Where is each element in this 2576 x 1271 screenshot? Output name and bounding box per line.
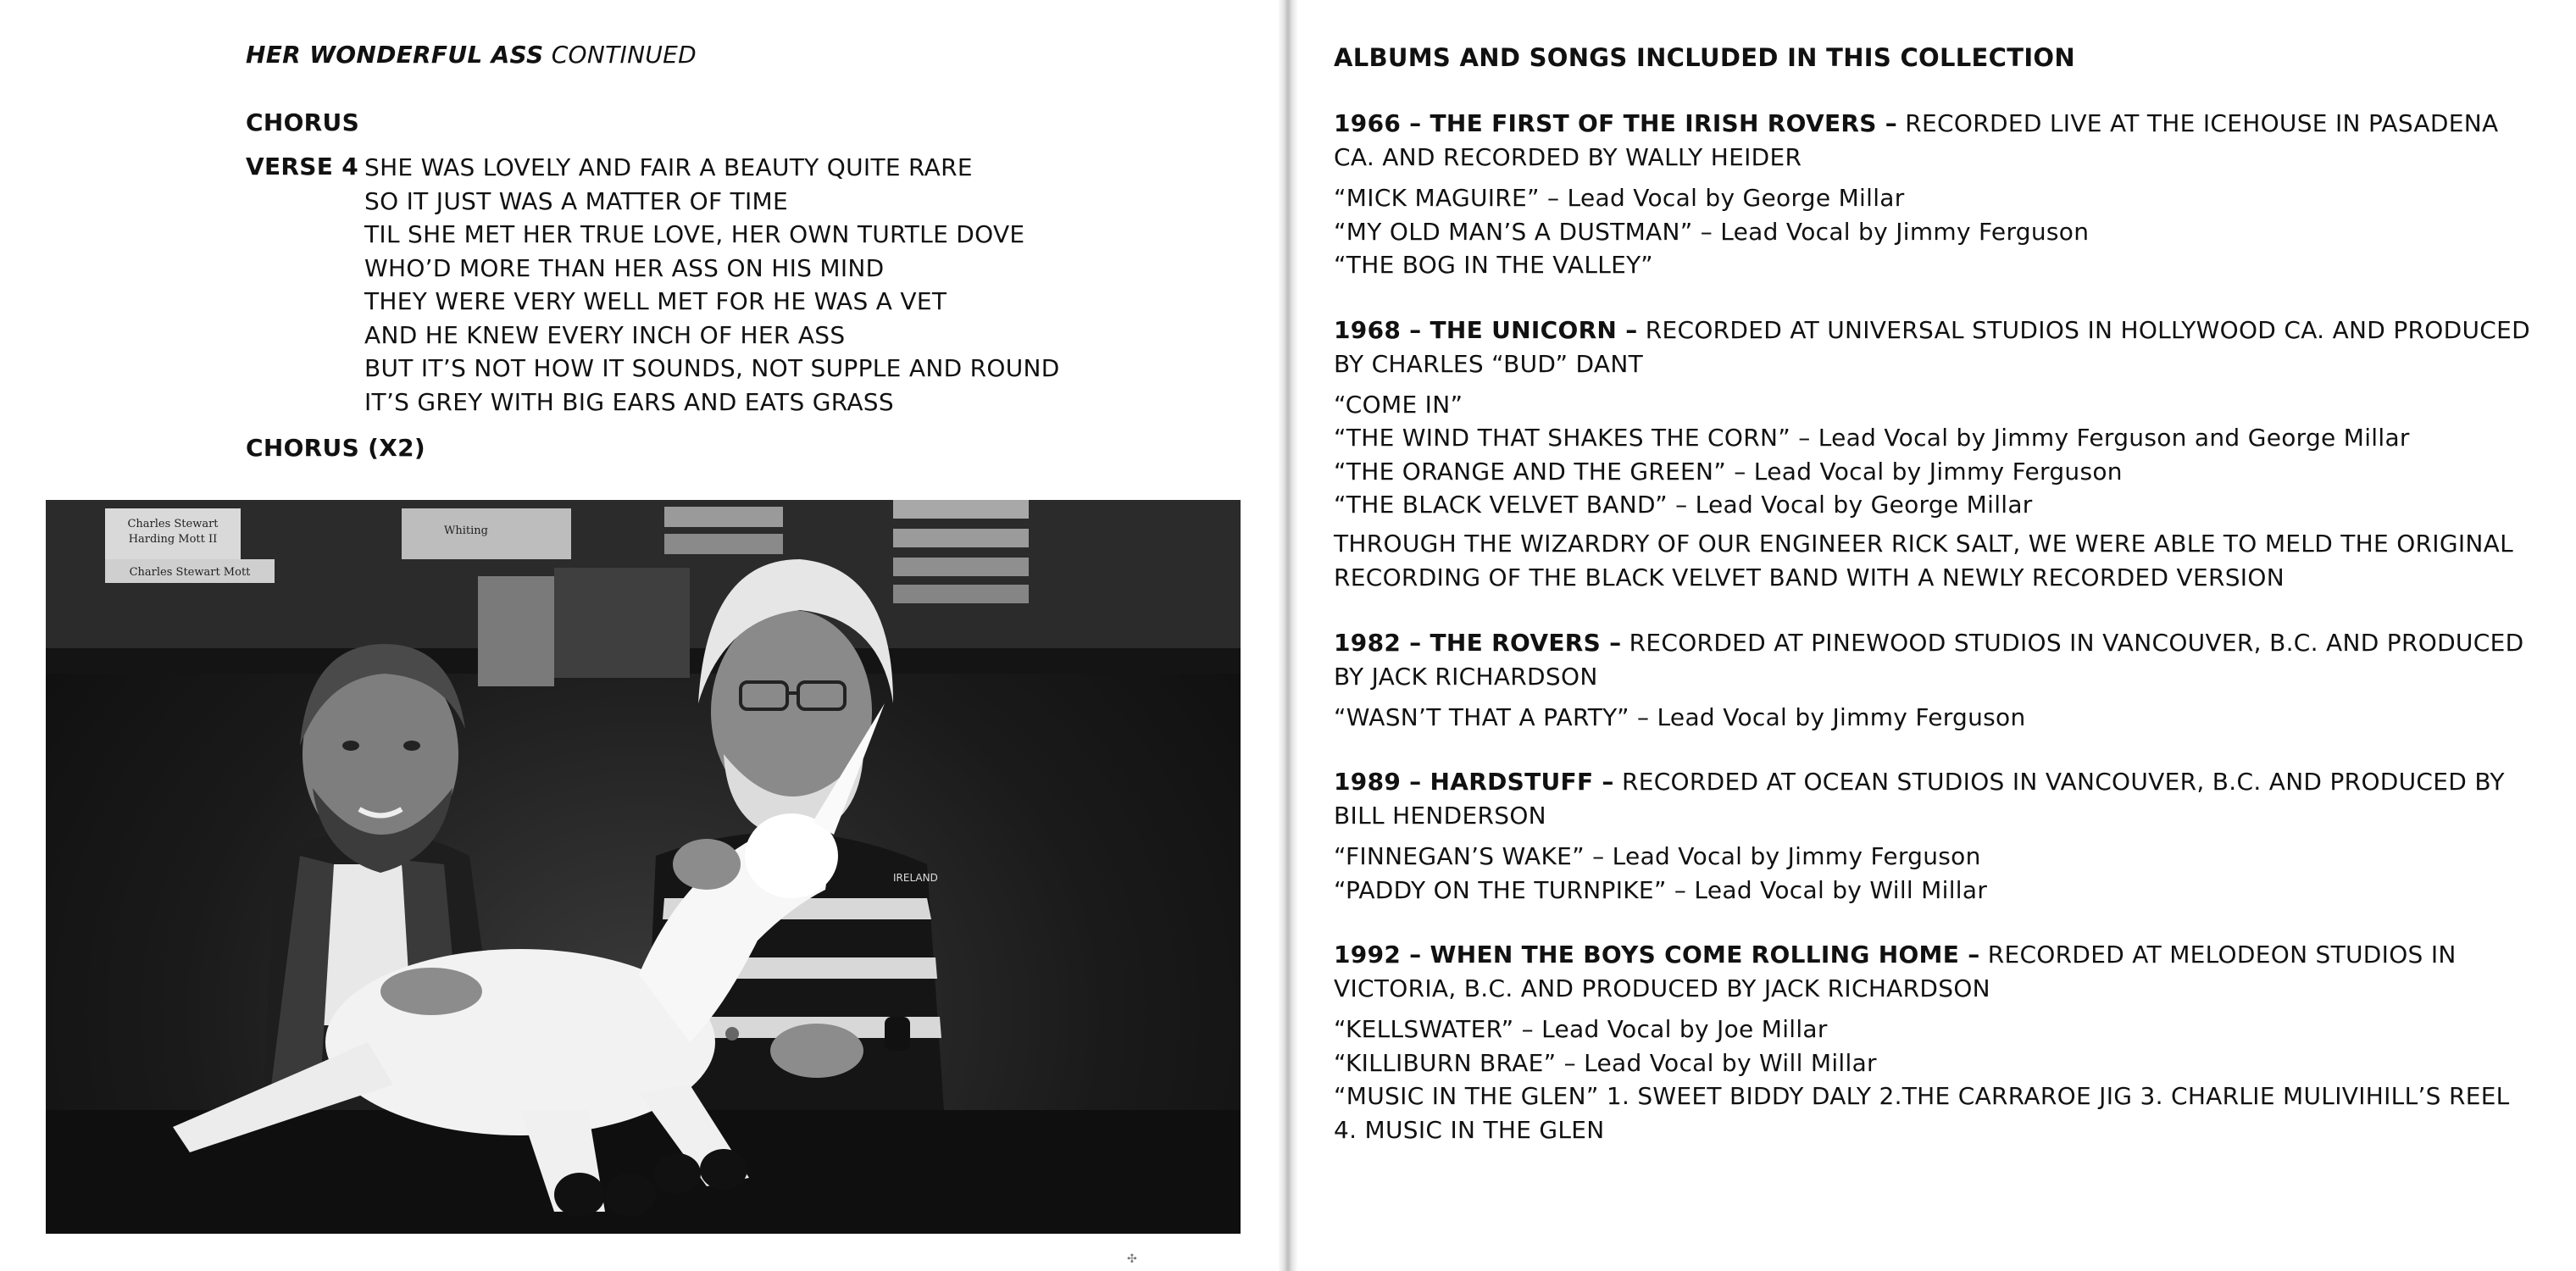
album-heading <box>1334 938 2537 1006</box>
booklet-spine <box>1278 0 1298 1271</box>
album-recording-info: RECORDED AT PINEWOOD STUDIOS IN VANCOUVER, B.C. AND PRODUCED BY JACK RICHARDSON <box>1334 628 2524 691</box>
album-entry <box>1334 765 2537 907</box>
album-year-title: 1982 – THE ROVERS – <box>1334 628 1622 657</box>
album-year-title: 1992 – WHEN THE BOYS COME ROLLING HOME – <box>1334 941 1980 969</box>
album-note: THROUGH THE WIZARDRY OF OUR ENGINEER RICK SALT, WE WERE ABLE TO MELD THE ORIGINAL RECORDING OF THE BLACK VELVET BAND WITH A NEWLY RECORDED VERSION <box>1334 529 2514 591</box>
song-title-line <box>246 41 697 69</box>
plaque-text: Whiting <box>444 524 488 537</box>
plaque-text: Charles Stewart <box>127 518 219 530</box>
verse-label: VERSE 4 <box>246 153 358 180</box>
song-item: “MUSIC IN THE GLEN” 1. SWEET BIDDY DALY 2.THE CARRAROE JIG 3. CHARLIE MULIVIHILL’S REEL <box>1334 1082 2510 1110</box>
album-year-title: 1966 – THE FIRST OF THE IRISH ROVERS – <box>1334 109 1898 137</box>
lyric-line: THEY WERE VERY WELL MET FOR HE WAS A VET <box>364 287 947 315</box>
album-year-title: 1989 – HARDSTUFF – <box>1334 768 1614 796</box>
song-item: “FINNEGAN’S WAKE” – Lead Vocal by Jimmy Ferguson <box>1334 842 1981 870</box>
left-page <box>0 0 1278 1271</box>
print-mark: ✣ <box>1127 1252 1137 1266</box>
song-item: “MY OLD MAN’S A DUSTMAN” – Lead Vocal by Jimmy Ferguson <box>1334 217 2090 246</box>
album-heading <box>1334 765 2537 833</box>
song-list <box>1334 1013 2537 1146</box>
song-item: 4. MUSIC IN THE GLEN <box>1334 1115 1605 1144</box>
band-photo-illustration <box>46 500 1241 1234</box>
song-item: “COME IN” <box>1334 390 1463 419</box>
verse-lyrics <box>364 151 1060 419</box>
lyric-line: AND HE KNEW EVERY INCH OF HER ASS <box>364 320 846 349</box>
song-item: “THE BLACK VELVET BAND” – Lead Vocal by George Millar <box>1334 491 2033 519</box>
lyric-line: WHO’D MORE THAN HER ASS ON HIS MIND <box>364 253 885 282</box>
album-entry <box>1334 314 2537 595</box>
lyric-line: BUT IT’S NOT HOW IT SOUNDS, NOT SUPPLE AND ROUND <box>364 354 1060 382</box>
lyric-line: IT’S GREY WITH BIG EARS AND EATS GRASS <box>364 387 894 416</box>
band-photo <box>46 500 1241 1234</box>
album-heading <box>1334 107 2537 175</box>
song-list <box>1334 701 2537 735</box>
album-recording-info: RECORDED AT UNIVERSAL STUDIOS IN HOLLYWOOD CA. AND PRODUCED BY CHARLES “BUD” DANT <box>1334 315 2530 378</box>
jersey-text: IRELAND <box>893 872 938 884</box>
album-heading <box>1334 626 2537 694</box>
song-list <box>1334 181 2537 282</box>
song-list <box>1334 388 2537 522</box>
album-entry <box>1334 107 2537 282</box>
plaque-text: Harding Mott II <box>128 533 218 546</box>
song-item: “WASN’T THAT A PARTY” – Lead Vocal by Jimmy Ferguson <box>1334 702 2026 731</box>
lyric-line: SO IT JUST WAS A MATTER OF TIME <box>364 186 788 215</box>
album-recording-info: RECORDED AT MELODEON STUDIOS IN VICTORIA, B.C. AND PRODUCED BY JACK RICHARDSON <box>1334 941 2457 1002</box>
album-recording-info: RECORDED LIVE AT THE ICEHOUSE IN PASADENA CA. AND RECORDED BY WALLY HEIDER <box>1334 109 2499 171</box>
gift-bag <box>478 576 554 686</box>
song-list <box>1334 840 2537 907</box>
song-item: “KELLSWATER” – Lead Vocal by Joe Millar <box>1334 1015 1828 1043</box>
continued-label: CONTINUED <box>551 41 697 69</box>
song-item: “MICK MAGUIRE” – Lead Vocal by George Millar <box>1334 184 1905 212</box>
album-entry <box>1334 938 2537 1146</box>
song-title: HER WONDERFUL ASS <box>246 41 544 69</box>
plaque-text: Charles Stewart Mott <box>129 566 251 579</box>
chorus-label: CHORUS <box>246 108 360 136</box>
song-item: “THE ORANGE AND THE GREEN” – Lead Vocal by Jimmy Ferguson <box>1334 457 2123 486</box>
song-item: “KILLIBURN BRAE” – Lead Vocal by Will Millar <box>1334 1048 1877 1077</box>
album-recording-info: RECORDED AT OCEAN STUDIOS IN VANCOUVER, B.C. AND PRODUCED BY BILL HENDERSON <box>1334 768 2505 830</box>
final-chorus-label: CHORUS (X2) <box>246 434 425 462</box>
section-title: ALBUMS AND SONGS INCLUDED IN THIS COLLECTION <box>1334 43 2075 72</box>
album-list <box>1334 41 2537 1146</box>
album-year-title: 1968 – THE UNICORN – <box>1334 315 1638 344</box>
song-item: “THE BOG IN THE VALLEY” <box>1334 251 1653 279</box>
album-heading <box>1334 314 2537 381</box>
lyric-line: SHE WAS LOVELY AND FAIR A BEAUTY QUITE RARE <box>364 153 973 181</box>
song-item: “PADDY ON THE TURNPIKE” – Lead Vocal by Will Millar <box>1334 875 1988 904</box>
album-entry <box>1334 626 2537 735</box>
song-item: “THE WIND THAT SHAKES THE CORN” – Lead Vocal by Jimmy Ferguson and George Millar <box>1334 424 2410 452</box>
lyric-line: TIL SHE MET HER TRUE LOVE, HER OWN TURTLE DOVE <box>364 220 1025 248</box>
